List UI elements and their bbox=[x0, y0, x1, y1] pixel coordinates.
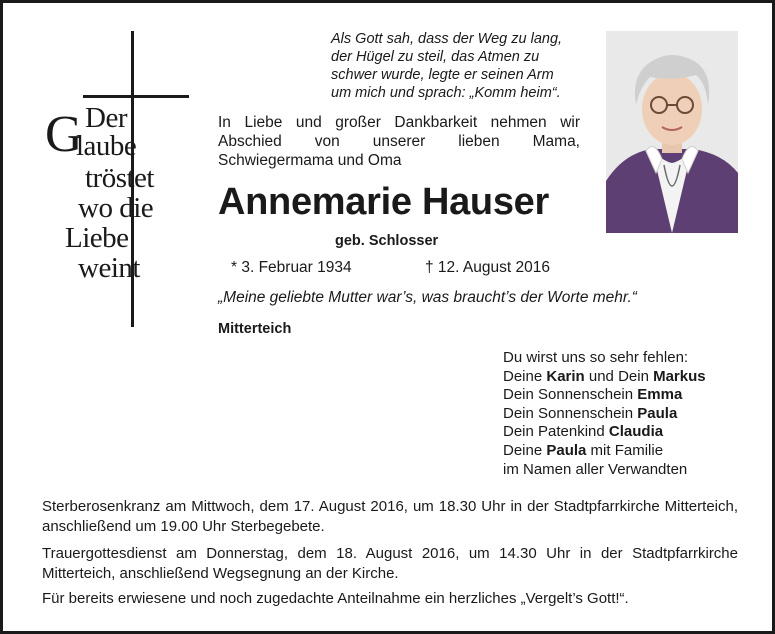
mourner-text: Dein Sonnenschein bbox=[503, 386, 638, 404]
faith-word-laube: laube bbox=[76, 130, 137, 162]
intro-line: In Liebe und großer Dankbarkeit nehmen wir bbox=[218, 114, 580, 131]
intro-line: Abschied von unserer lieben Mama, bbox=[218, 133, 580, 150]
faith-word-weint: weint bbox=[78, 252, 140, 284]
cross-horizontal-bar bbox=[83, 95, 189, 98]
portrait-photo bbox=[606, 31, 738, 233]
mourners-list bbox=[503, 349, 706, 479]
mourner-name: Paula bbox=[637, 404, 678, 422]
poem-line: schwer wurde, legte er seinen Arm bbox=[331, 67, 554, 83]
mourner-text: Dein Sonnenschein bbox=[503, 404, 638, 422]
mourner-line bbox=[503, 405, 706, 424]
poem-line: Als Gott sah, dass der Weg zu lang, bbox=[331, 31, 563, 47]
mourner-line bbox=[503, 368, 706, 387]
mourners-intro: Du wirst uns so sehr fehlen: bbox=[503, 349, 689, 366]
birth-date: * 3. Februar 1934 bbox=[231, 259, 352, 276]
poem bbox=[331, 30, 581, 102]
mourners-closing: im Namen aller Verwandten bbox=[503, 460, 688, 478]
faith-word-troestet: tröstet bbox=[85, 162, 154, 194]
faith-word-wo-die: wo die bbox=[78, 192, 154, 224]
mourner-text: mit Familie bbox=[586, 441, 664, 459]
memorial-quote: „Meine geliebte Mutter war’s, was braucht’s der Worte mehr.“ bbox=[218, 289, 637, 306]
poem-line: um mich und sprach: „Komm heim“. bbox=[331, 85, 561, 101]
mourner-name: Markus bbox=[653, 367, 706, 385]
mourner-name: Karin bbox=[546, 367, 585, 385]
faith-word-liebe: Liebe bbox=[65, 222, 129, 254]
deceased-name: Annemarie Hauser bbox=[218, 181, 550, 223]
intro-line: Schwiegermama und Oma bbox=[218, 152, 402, 169]
thanks-note: Für bereits erwiesene und noch zugedachte Anteilnahme ein herzliches „Vergelt’s Gott!“. bbox=[42, 590, 629, 607]
mourner-text: Deine bbox=[503, 441, 547, 459]
mourner-name: Claudia bbox=[608, 423, 664, 441]
intro-text bbox=[218, 113, 580, 170]
mourner-text: und Dein bbox=[584, 367, 654, 385]
mourner-line bbox=[503, 386, 706, 405]
maiden-name: geb. Schlosser bbox=[335, 233, 439, 249]
town-name: Mitterteich bbox=[218, 321, 292, 337]
rosary-info: Sterberosenkranz am Mittwoch, dem 17. August 2016, um 18.30 Uhr in der Stadtpfarrkirche Mitterteich, anschließend um 19.00 Uhr Sterbegebete. bbox=[42, 498, 738, 535]
mourner-line bbox=[503, 442, 706, 461]
funeral-service-info: Trauergottesdienst am Donnerstag, dem 18. August 2016, um 14.30 Uhr in der Stadtpfarrkirche Mitterteich, anschließend Wegsegnung an der Kirche. bbox=[42, 545, 738, 582]
mourner-line bbox=[503, 423, 706, 442]
faith-word-der: Der bbox=[85, 102, 127, 134]
mourner-name: Paula bbox=[546, 441, 587, 459]
poem-line: der Hügel zu steil, das Atmen zu bbox=[331, 49, 540, 65]
faith-initial-g: G bbox=[45, 106, 83, 163]
mourner-text: Deine bbox=[503, 367, 547, 385]
death-date: † 12. August 2016 bbox=[425, 259, 550, 276]
mourner-name: Emma bbox=[637, 386, 683, 404]
mourner-text: Dein Patenkind bbox=[503, 423, 609, 441]
portrait-illustration bbox=[606, 31, 738, 233]
